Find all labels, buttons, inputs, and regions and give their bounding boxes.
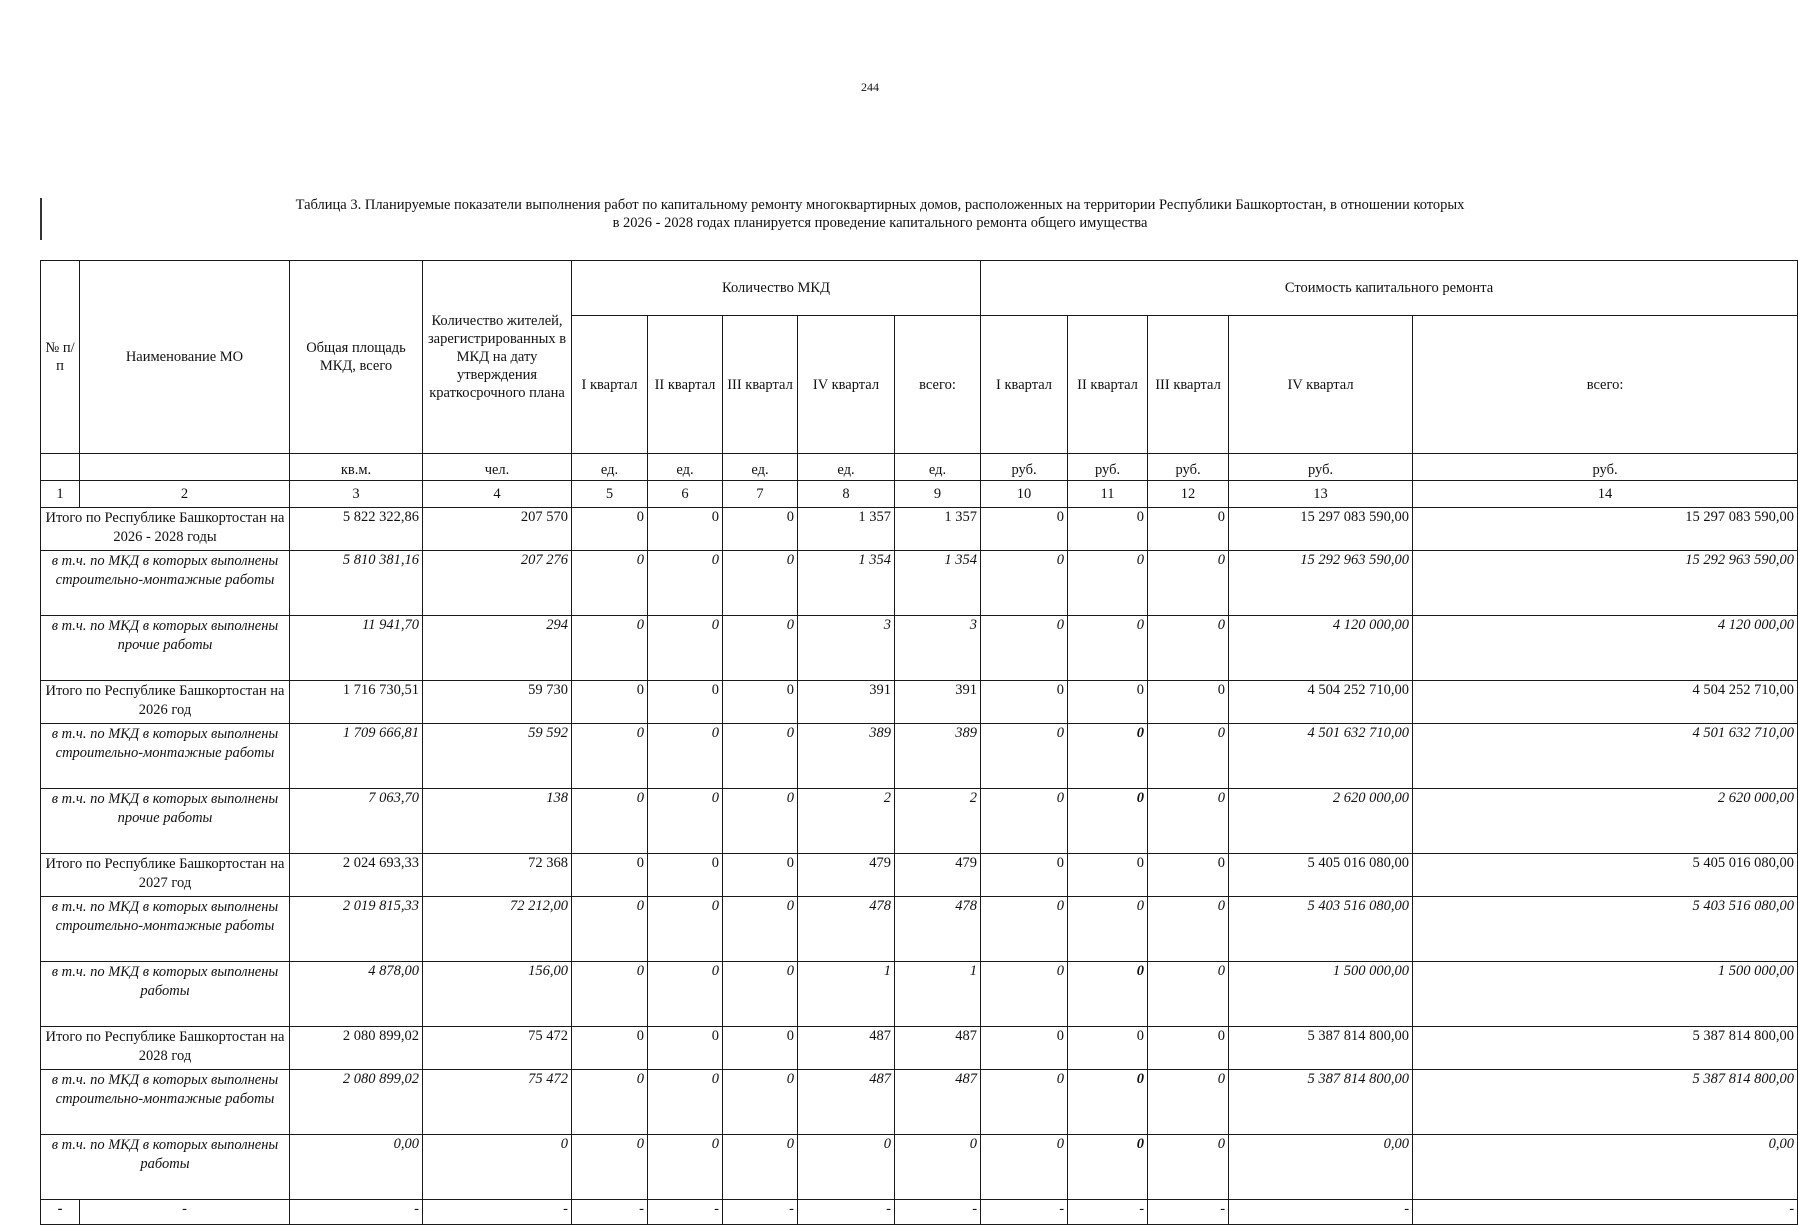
cell-mkd-q4: 1: [798, 962, 895, 1027]
cell-mkd-q2: 0: [648, 616, 723, 681]
row-name: Итого по Республике Башкортостан на 2027 год: [41, 854, 290, 897]
cell-cost-total: 5 387 814 800,00: [1413, 1070, 1798, 1135]
header-cost-q1: I квартал: [981, 316, 1068, 454]
units-row: [41, 454, 1798, 481]
cell-residents: 75 472: [423, 1070, 572, 1135]
cell-cost-q4: 15 297 083 590,00: [1229, 508, 1413, 551]
cell-cost-q1: 0: [981, 616, 1068, 681]
header-residents: Количество жителей, зарегистрированных в МКД на дату утверждения краткосрочного плана: [423, 261, 572, 454]
table-row: [41, 724, 1798, 789]
cell-area: 4 878,00: [290, 962, 423, 1027]
cell-cost-q4: 5 387 814 800,00: [1229, 1027, 1413, 1070]
cell-mkd-q2: 0: [648, 897, 723, 962]
cell-cost-q1: 0: [981, 962, 1068, 1027]
cell-mkd-q1: 0: [572, 551, 648, 616]
header-cost-q3: III квартал: [1148, 316, 1229, 454]
page-number: 244: [861, 80, 879, 94]
cell-cost-total: 1 500 000,00: [1413, 962, 1798, 1027]
cell-cost-total: 2 620 000,00: [1413, 789, 1798, 854]
cell-area: 2 019 815,33: [290, 897, 423, 962]
cell-residents: 138: [423, 789, 572, 854]
cell-cost-q1: 0: [981, 724, 1068, 789]
table-title-line-2: в 2026 - 2028 годах планируется проведение капитального ремонта общего имущества: [612, 215, 1148, 231]
cell-cost-total: 15 297 083 590,00: [1413, 508, 1798, 551]
cell-cost-q3: 0: [1148, 1070, 1229, 1135]
cell-mkd-q3: 0: [723, 962, 798, 1027]
cell-cost-q4: 4 504 252 710,00: [1229, 681, 1413, 724]
cell-cost-q4: 0,00: [1229, 1135, 1413, 1200]
cell-mkd-total: 0: [895, 1135, 981, 1200]
unit-cell: чел.: [423, 454, 572, 481]
header-cost-q4: IV квартал: [1229, 316, 1413, 454]
unit-cell: ед.: [895, 454, 981, 481]
cell-cost-total: 15 292 963 590,00: [1413, 551, 1798, 616]
dash-cell: -: [1229, 1200, 1413, 1225]
dash-cell: -: [80, 1200, 290, 1225]
cell-cost-q3: 0: [1148, 551, 1229, 616]
cell-cost-q3: 0: [1148, 962, 1229, 1027]
row-name: в т.ч. по МКД в которых выполнены прочие работы: [41, 789, 290, 854]
cell-mkd-total: 1 354: [895, 551, 981, 616]
dash-cell: -: [41, 1200, 80, 1225]
column-number-row: [41, 481, 1798, 508]
cell-cost-q3: 0: [1148, 1027, 1229, 1070]
unit-cell: ед.: [648, 454, 723, 481]
cell-cost-q4: 5 387 814 800,00: [1229, 1070, 1413, 1135]
cell-residents: 59 730: [423, 681, 572, 724]
cell-mkd-q3: 0: [723, 1070, 798, 1135]
column-number: 14: [1413, 481, 1798, 508]
cell-cost-q2: 0: [1068, 551, 1148, 616]
column-number: 9: [895, 481, 981, 508]
column-number: 12: [1148, 481, 1229, 508]
header-mkd-q3: III квартал: [723, 316, 798, 454]
cell-cost-q4: 5 405 016 080,00: [1229, 854, 1413, 897]
cell-cost-total: 4 120 000,00: [1413, 616, 1798, 681]
cell-cost-q4: 5 403 516 080,00: [1229, 897, 1413, 962]
cell-area: 0,00: [290, 1135, 423, 1200]
cell-cost-q3: 0: [1148, 789, 1229, 854]
cell-mkd-total: 1: [895, 962, 981, 1027]
cell-mkd-q4: 389: [798, 724, 895, 789]
cell-cost-q3: 0: [1148, 508, 1229, 551]
cell-area: 5 822 322,86: [290, 508, 423, 551]
cell-mkd-q4: 1 354: [798, 551, 895, 616]
cell-cost-q1: 0: [981, 789, 1068, 854]
cell-cost-q2: 0: [1068, 724, 1148, 789]
empty-dash-row: [41, 1200, 1798, 1225]
dash-cell: -: [895, 1200, 981, 1225]
column-number: 7: [723, 481, 798, 508]
cell-residents: 156,00: [423, 962, 572, 1027]
table-row: [41, 854, 1798, 897]
cell-cost-total: 0,00: [1413, 1135, 1798, 1200]
header-mkd-q2: II квартал: [648, 316, 723, 454]
margin-line: [40, 198, 42, 240]
cell-cost-total: 4 504 252 710,00: [1413, 681, 1798, 724]
unit-cell: кв.м.: [290, 454, 423, 481]
cell-residents: 0: [423, 1135, 572, 1200]
cell-residents: 207 276: [423, 551, 572, 616]
cell-mkd-q4: 2: [798, 789, 895, 854]
cell-cost-q2: 0: [1068, 854, 1148, 897]
header-cost: Стоимость капитального ремонта: [981, 261, 1798, 316]
row-name: Итого по Республике Башкортостан на 2026 год: [41, 681, 290, 724]
cell-mkd-q4: 0: [798, 1135, 895, 1200]
table-title: [230, 196, 1530, 232]
cell-mkd-q4: 391: [798, 681, 895, 724]
column-number: 5: [572, 481, 648, 508]
row-name: Итого по Республике Башкортостан на 2026 - 2028 годы: [41, 508, 290, 551]
cell-cost-q3: 0: [1148, 681, 1229, 724]
header-mkd-q1: I квартал: [572, 316, 648, 454]
cell-mkd-q3: 0: [723, 616, 798, 681]
cell-mkd-q4: 478: [798, 897, 895, 962]
header-cost-q2: II квартал: [1068, 316, 1148, 454]
table-row: [41, 616, 1798, 681]
header-mkd-count: Количество МКД: [572, 261, 981, 316]
cell-cost-q2: 0: [1068, 1070, 1148, 1135]
cell-mkd-q3: 0: [723, 1135, 798, 1200]
cell-residents: 72 368: [423, 854, 572, 897]
header-mkd-total: всего:: [895, 316, 981, 454]
row-name: в т.ч. по МКД в которых выполнены строительно-монтажные работы: [41, 551, 290, 616]
table-row: [41, 962, 1798, 1027]
cell-cost-q2: 0: [1068, 789, 1148, 854]
cell-cost-q3: 0: [1148, 616, 1229, 681]
cell-mkd-q1: 0: [572, 1070, 648, 1135]
cell-residents: 75 472: [423, 1027, 572, 1070]
cell-cost-q2: 0: [1068, 1027, 1148, 1070]
cell-mkd-q1: 0: [572, 724, 648, 789]
table-title-line-1: Таблица 3. Планируемые показатели выполнения работ по капитальному ремонту многоквартирных домов, расположенных на территории Республики Башкортостан, в отношении которых: [295, 197, 1465, 213]
cell-mkd-total: 2: [895, 789, 981, 854]
cell-cost-q4: 15 292 963 590,00: [1229, 551, 1413, 616]
table-row: [41, 681, 1798, 724]
column-number: 10: [981, 481, 1068, 508]
cell-mkd-q3: 0: [723, 681, 798, 724]
cell-mkd-q1: 0: [572, 1027, 648, 1070]
cell-mkd-q2: 0: [648, 854, 723, 897]
row-name: в т.ч. по МКД в которых выполнены работы: [41, 1135, 290, 1200]
cell-mkd-q3: 0: [723, 897, 798, 962]
cell-mkd-q4: 487: [798, 1070, 895, 1135]
dash-cell: -: [1148, 1200, 1229, 1225]
cell-mkd-q4: 487: [798, 1027, 895, 1070]
cell-area: 2 080 899,02: [290, 1027, 423, 1070]
cell-cost-total: 5 403 516 080,00: [1413, 897, 1798, 962]
cell-mkd-q1: 0: [572, 897, 648, 962]
cell-mkd-total: 478: [895, 897, 981, 962]
cell-cost-q4: 4 120 000,00: [1229, 616, 1413, 681]
cell-mkd-total: 479: [895, 854, 981, 897]
unit-cell: руб.: [1068, 454, 1148, 481]
cell-mkd-q1: 0: [572, 962, 648, 1027]
cell-mkd-q2: 0: [648, 508, 723, 551]
cell-cost-q1: 0: [981, 1027, 1068, 1070]
cell-residents: 72 212,00: [423, 897, 572, 962]
table-row: [41, 897, 1798, 962]
cell-cost-total: 5 405 016 080,00: [1413, 854, 1798, 897]
cell-mkd-q4: 3: [798, 616, 895, 681]
row-name: в т.ч. по МКД в которых выполнены строительно-монтажные работы: [41, 897, 290, 962]
cell-mkd-total: 487: [895, 1027, 981, 1070]
cell-cost-q4: 2 620 000,00: [1229, 789, 1413, 854]
cell-mkd-total: 1 357: [895, 508, 981, 551]
cell-mkd-q1: 0: [572, 1135, 648, 1200]
cell-cost-q3: 0: [1148, 854, 1229, 897]
cell-mkd-total: 3: [895, 616, 981, 681]
unit-cell: ед.: [798, 454, 895, 481]
dash-cell: -: [1413, 1200, 1798, 1225]
cell-mkd-q3: 0: [723, 789, 798, 854]
row-name: в т.ч. по МКД в которых выполнены строительно-монтажные работы: [41, 724, 290, 789]
cell-mkd-q2: 0: [648, 962, 723, 1027]
cell-residents: 59 592: [423, 724, 572, 789]
cell-cost-q3: 0: [1148, 724, 1229, 789]
cell-cost-q3: 0: [1148, 897, 1229, 962]
cell-cost-q1: 0: [981, 508, 1068, 551]
cell-cost-q1: 0: [981, 897, 1068, 962]
dash-cell: -: [423, 1200, 572, 1225]
unit-cell: руб.: [1148, 454, 1229, 481]
cell-mkd-q1: 0: [572, 681, 648, 724]
table-row: [41, 789, 1798, 854]
column-number: 11: [1068, 481, 1148, 508]
cell-mkd-q4: 479: [798, 854, 895, 897]
cell-mkd-q2: 0: [648, 1070, 723, 1135]
cell-mkd-q1: 0: [572, 789, 648, 854]
unit-cell: руб.: [981, 454, 1068, 481]
row-name: в т.ч. по МКД в которых выполнены работы: [41, 962, 290, 1027]
unit-cell: руб.: [1229, 454, 1413, 481]
header-cost-total: всего:: [1413, 316, 1798, 454]
dash-cell: -: [981, 1200, 1068, 1225]
cell-cost-q2: 0: [1068, 681, 1148, 724]
cell-cost-q1: 0: [981, 1070, 1068, 1135]
cell-cost-q2: 0: [1068, 897, 1148, 962]
cell-cost-q3: 0: [1148, 1135, 1229, 1200]
cell-mkd-total: 389: [895, 724, 981, 789]
column-number: 6: [648, 481, 723, 508]
header-area: Общая площадь МКД, всего: [290, 261, 423, 454]
table-row: [41, 1070, 1798, 1135]
cell-area: 2 024 693,33: [290, 854, 423, 897]
dash-cell: -: [1068, 1200, 1148, 1225]
header-number: № п/п: [41, 261, 80, 454]
cell-cost-q4: 4 501 632 710,00: [1229, 724, 1413, 789]
column-number: 8: [798, 481, 895, 508]
dash-cell: -: [798, 1200, 895, 1225]
cell-area: 5 810 381,16: [290, 551, 423, 616]
header-mkd-q4: IV квартал: [798, 316, 895, 454]
cell-mkd-q3: 0: [723, 508, 798, 551]
column-number: 1: [41, 481, 80, 508]
row-name: Итого по Республике Башкортостан на 2028 год: [41, 1027, 290, 1070]
indicators-table: [40, 260, 1798, 1225]
cell-mkd-q1: 0: [572, 854, 648, 897]
cell-area: 2 080 899,02: [290, 1070, 423, 1135]
cell-mkd-q2: 0: [648, 1027, 723, 1070]
dash-cell: -: [290, 1200, 423, 1225]
cell-cost-q2: 0: [1068, 508, 1148, 551]
cell-area: 7 063,70: [290, 789, 423, 854]
dash-cell: -: [648, 1200, 723, 1225]
column-number: 2: [80, 481, 290, 508]
dash-cell: -: [723, 1200, 798, 1225]
column-number: 3: [290, 481, 423, 508]
cell-mkd-q2: 0: [648, 681, 723, 724]
row-name: в т.ч. по МКД в которых выполнены строительно-монтажные работы: [41, 1070, 290, 1135]
cell-cost-q1: 0: [981, 854, 1068, 897]
cell-cost-q2: 0: [1068, 1135, 1148, 1200]
cell-mkd-q1: 0: [572, 616, 648, 681]
cell-mkd-q3: 0: [723, 854, 798, 897]
unit-cell: ед.: [572, 454, 648, 481]
cell-mkd-q4: 1 357: [798, 508, 895, 551]
cell-mkd-q1: 0: [572, 508, 648, 551]
table-row: [41, 1135, 1798, 1200]
cell-cost-q1: 0: [981, 1135, 1068, 1200]
column-number: 13: [1229, 481, 1413, 508]
cell-mkd-q2: 0: [648, 551, 723, 616]
table-row: [41, 508, 1798, 551]
cell-area: 11 941,70: [290, 616, 423, 681]
cell-cost-total: 5 387 814 800,00: [1413, 1027, 1798, 1070]
cell-cost-total: 4 501 632 710,00: [1413, 724, 1798, 789]
unit-cell: ед.: [723, 454, 798, 481]
row-name: в т.ч. по МКД в которых выполнены прочие работы: [41, 616, 290, 681]
cell-residents: 294: [423, 616, 572, 681]
cell-mkd-q3: 0: [723, 1027, 798, 1070]
cell-cost-q4: 1 500 000,00: [1229, 962, 1413, 1027]
cell-residents: 207 570: [423, 508, 572, 551]
cell-mkd-q3: 0: [723, 551, 798, 616]
table-row: [41, 551, 1798, 616]
unit-cell: руб.: [1413, 454, 1798, 481]
cell-mkd-q2: 0: [648, 789, 723, 854]
cell-cost-q1: 0: [981, 551, 1068, 616]
dash-cell: -: [572, 1200, 648, 1225]
table-row: [41, 1027, 1798, 1070]
cell-area: 1 716 730,51: [290, 681, 423, 724]
column-number: 4: [423, 481, 572, 508]
cell-cost-q2: 0: [1068, 962, 1148, 1027]
header-name: Наименование МО: [80, 261, 290, 454]
cell-mkd-total: 391: [895, 681, 981, 724]
cell-mkd-q2: 0: [648, 724, 723, 789]
cell-mkd-total: 487: [895, 1070, 981, 1135]
cell-mkd-q2: 0: [648, 1135, 723, 1200]
cell-area: 1 709 666,81: [290, 724, 423, 789]
cell-cost-q2: 0: [1068, 616, 1148, 681]
cell-cost-q1: 0: [981, 681, 1068, 724]
cell-mkd-q3: 0: [723, 724, 798, 789]
